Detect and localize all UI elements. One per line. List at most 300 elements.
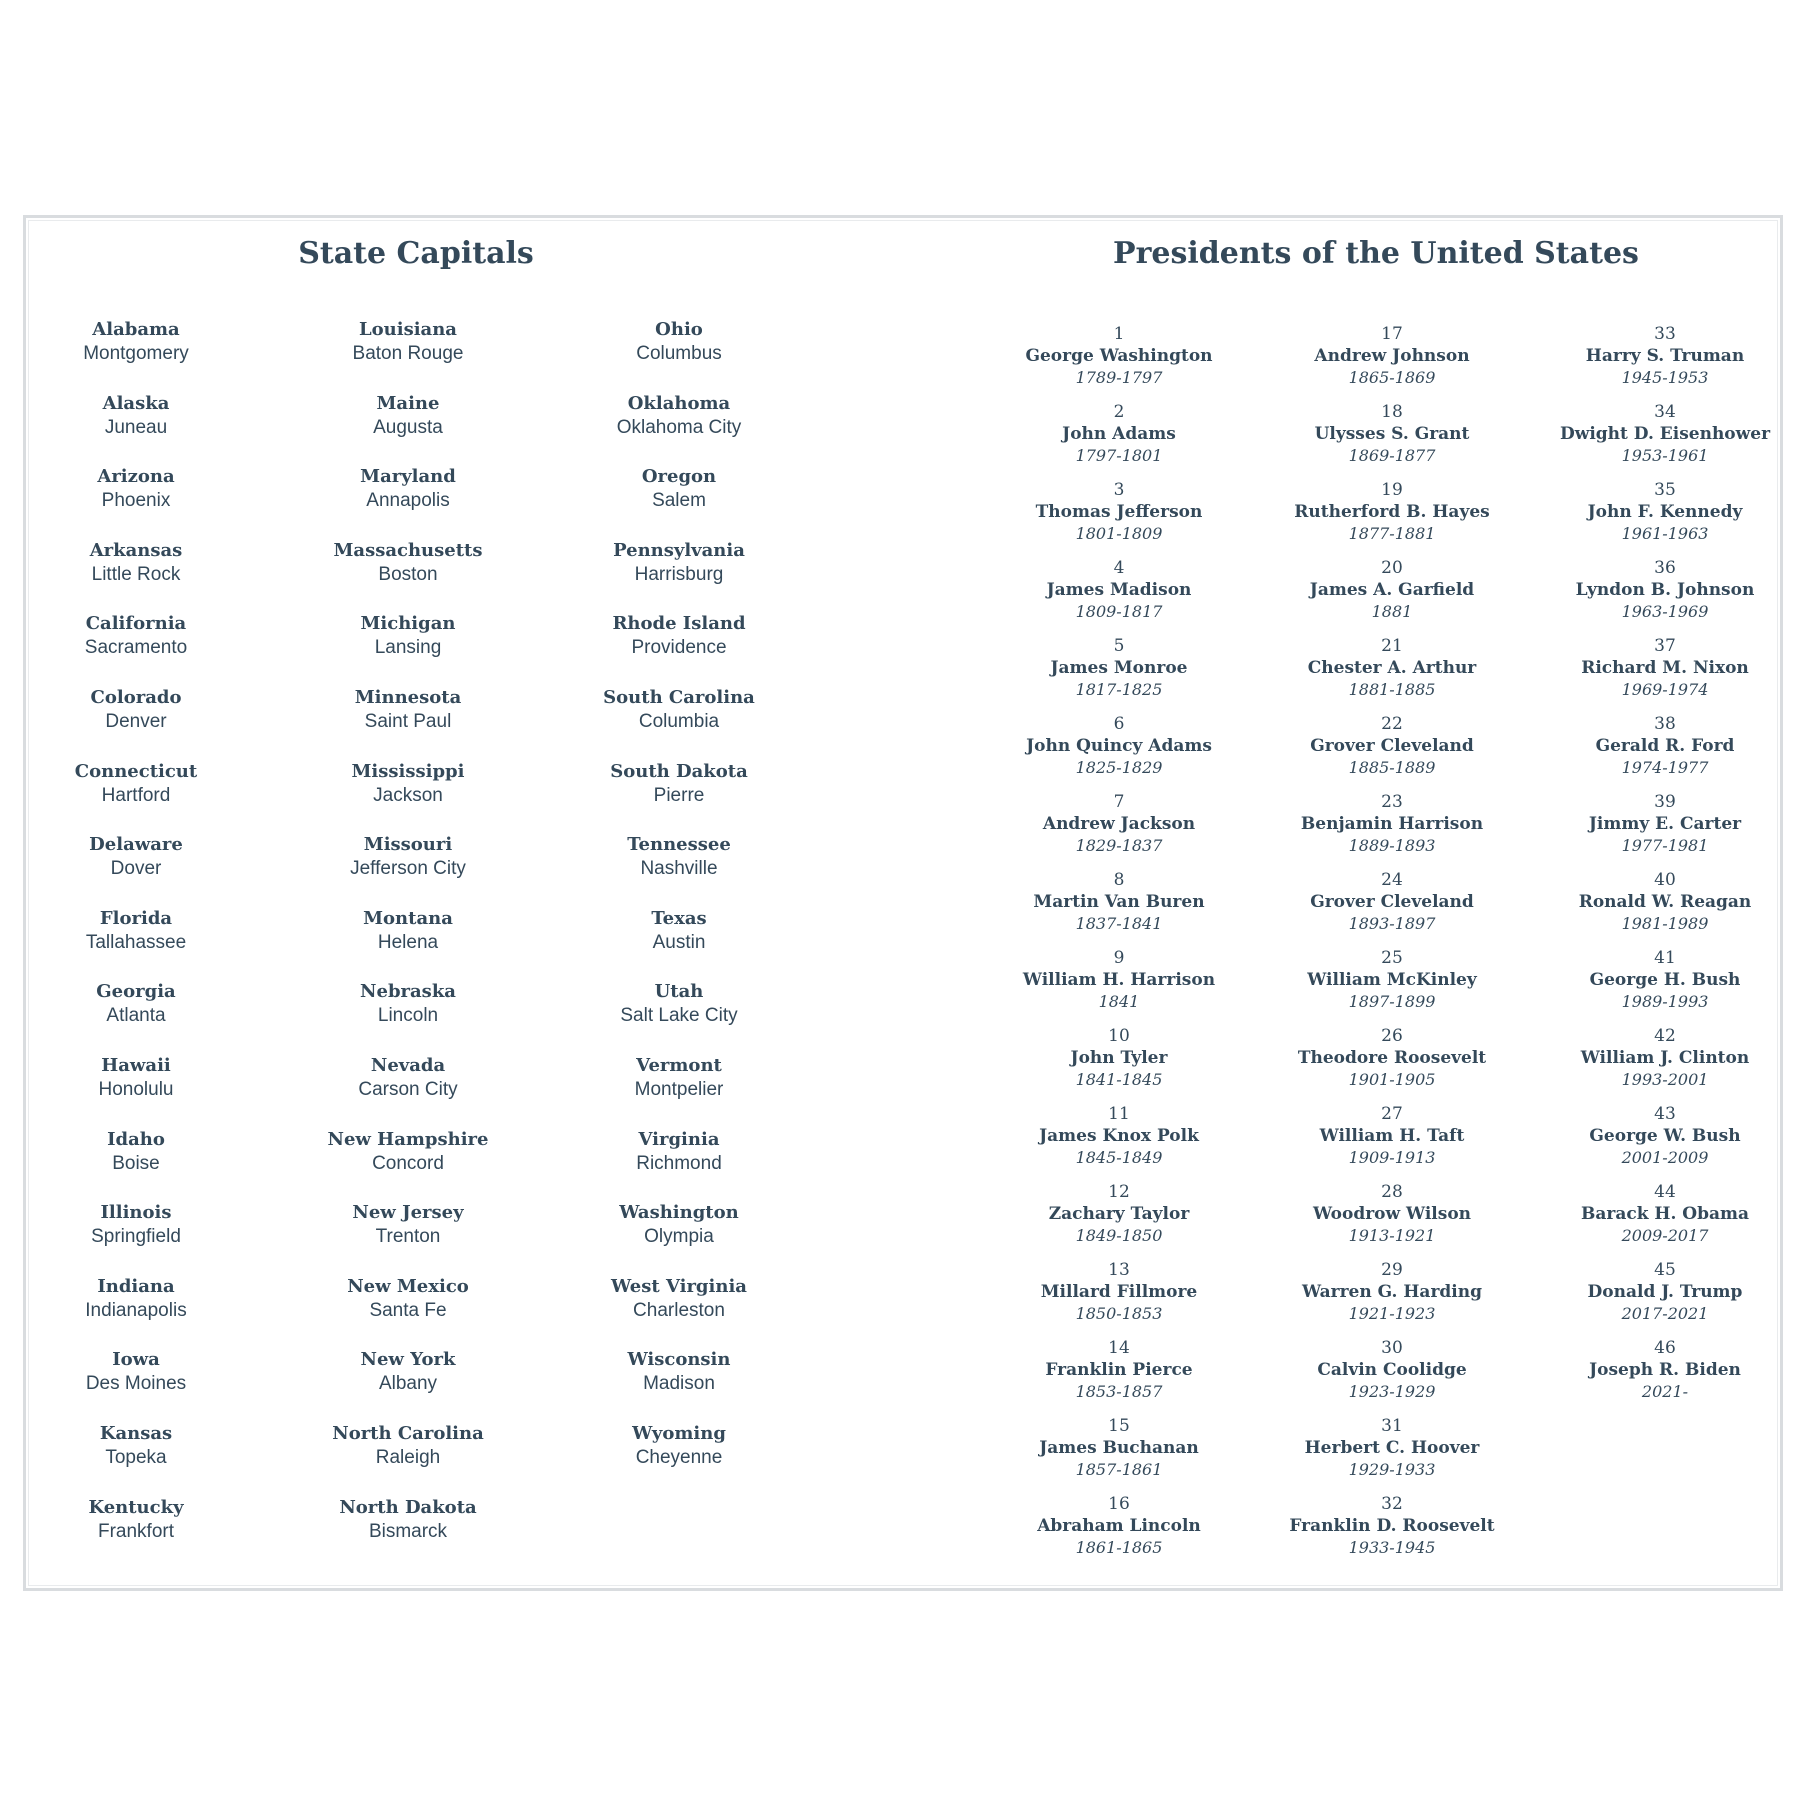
- president-term-years: 1849-1850: [1075, 1226, 1163, 1245]
- state-name: Texas: [651, 907, 707, 929]
- capital-name: Jefferson City: [350, 858, 466, 880]
- president-number: 13: [1108, 1260, 1130, 1280]
- state-name: Wisconsin: [627, 1349, 731, 1371]
- presidents-column-2: [1277, 323, 1507, 1571]
- president-term-years: 1993-2001: [1621, 1070, 1709, 1089]
- capital-name: Montpelier: [634, 1078, 724, 1100]
- president-entry: [1298, 1025, 1486, 1103]
- president-number: 42: [1654, 1026, 1676, 1046]
- state-name: Massachusetts: [333, 539, 483, 561]
- state-name: Alaska: [102, 392, 170, 414]
- president-number: 1: [1113, 324, 1125, 344]
- state-capital-entry: [333, 539, 482, 613]
- president-term-years: 1865-1869: [1348, 368, 1436, 387]
- president-name: Richard M. Nixon: [1581, 658, 1749, 678]
- president-number: 43: [1654, 1104, 1676, 1124]
- capital-name: Saint Paul: [364, 710, 452, 732]
- president-name: Herbert C. Hoover: [1304, 1438, 1480, 1458]
- state-name: West Virginia: [611, 1275, 747, 1297]
- state-capital-entry: [373, 392, 443, 466]
- state-name: Colorado: [90, 686, 182, 708]
- state-capital-entry: [610, 760, 748, 834]
- state-capital-entry: [360, 980, 456, 1054]
- state-capital-entry: [107, 1128, 165, 1202]
- president-number: 15: [1108, 1416, 1130, 1436]
- president-entry: [1315, 401, 1470, 479]
- president-term-years: 1881: [1371, 602, 1413, 621]
- president-entry: [1314, 323, 1469, 401]
- president-number: 30: [1381, 1338, 1403, 1358]
- state-capital-entry: [347, 1275, 469, 1349]
- president-term-years: 1889-1893: [1348, 836, 1436, 855]
- state-name: Arkansas: [89, 539, 183, 561]
- president-term-years: 1789-1797: [1075, 368, 1163, 387]
- capital-name: Cheyenne: [635, 1446, 723, 1468]
- state-capital-entry: [91, 686, 182, 760]
- president-number: 26: [1381, 1026, 1403, 1046]
- state-name: Washington: [619, 1202, 739, 1224]
- capital-name: Juneau: [104, 416, 168, 438]
- president-name: Abraham Lincoln: [1037, 1516, 1201, 1536]
- president-number: 9: [1113, 948, 1125, 968]
- president-number: 10: [1108, 1026, 1130, 1046]
- president-name: John Adams: [1062, 424, 1176, 444]
- state-capital-entry: [363, 907, 453, 981]
- president-name: Franklin D. Roosevelt: [1289, 1516, 1495, 1536]
- president-term-years: 1797-1801: [1075, 446, 1163, 465]
- president-term-years: 2021-: [1641, 1382, 1689, 1401]
- state-name: Georgia: [96, 981, 176, 1003]
- president-number: 38: [1654, 714, 1676, 734]
- state-capital-entry: [611, 1275, 747, 1349]
- president-name: Thomas Jefferson: [1035, 502, 1203, 522]
- president-name: Theodore Roosevelt: [1297, 1048, 1487, 1068]
- president-name: James Knox Polk: [1039, 1126, 1199, 1146]
- president-entry: [1589, 1337, 1741, 1415]
- state-name: Kentucky: [88, 1496, 184, 1518]
- state-name: Alabama: [92, 319, 180, 340]
- president-name: James Buchanan: [1039, 1438, 1199, 1458]
- state-name: Minnesota: [354, 686, 462, 708]
- president-number: 8: [1113, 870, 1125, 890]
- state-capital-entry: [90, 539, 183, 613]
- president-entry: [1026, 713, 1212, 791]
- president-entry: [1307, 947, 1476, 1025]
- president-number: 16: [1108, 1494, 1130, 1514]
- president-entry: [1051, 635, 1188, 713]
- president-term-years: 2017-2021: [1621, 1304, 1709, 1323]
- state-capital-entry: [361, 612, 456, 686]
- president-entry: [1294, 479, 1489, 557]
- state-name: Delaware: [89, 834, 183, 856]
- president-number: 18: [1381, 402, 1403, 422]
- president-name: William McKinley: [1307, 970, 1477, 990]
- state-capital-entry: [339, 1496, 476, 1570]
- state-name: Nevada: [370, 1054, 446, 1076]
- state-name: New Hampshire: [327, 1128, 489, 1150]
- president-number: 34: [1654, 402, 1676, 422]
- capital-name: Des Moines: [85, 1373, 187, 1395]
- president-entry: [1581, 1025, 1749, 1103]
- capital-name: Salem: [652, 490, 706, 512]
- president-entry: [1560, 401, 1770, 479]
- president-entry: [1320, 1103, 1465, 1181]
- capital-name: Tallahassee: [85, 931, 187, 953]
- president-number: 39: [1654, 792, 1676, 812]
- president-term-years: 1929-1933: [1348, 1460, 1436, 1479]
- state-name: Idaho: [107, 1128, 165, 1150]
- president-name: Dwight D. Eisenhower: [1559, 424, 1771, 444]
- president-number: 22: [1381, 714, 1403, 734]
- state-name: New York: [360, 1349, 456, 1371]
- president-name: John Tyler: [1070, 1048, 1168, 1068]
- president-number: 14: [1108, 1338, 1130, 1358]
- president-term-years: 1850-1853: [1075, 1304, 1163, 1323]
- president-name: John F. Kennedy: [1587, 502, 1743, 522]
- capital-name: Harrisburg: [634, 563, 724, 585]
- capital-name: Olympia: [644, 1226, 714, 1248]
- state-name: Indiana: [97, 1275, 175, 1297]
- state-name: Louisiana: [359, 319, 457, 340]
- state-name: Montana: [363, 907, 453, 929]
- capital-name: Dover: [110, 858, 162, 880]
- president-number: 27: [1381, 1104, 1403, 1124]
- president-number: 21: [1381, 636, 1403, 656]
- president-term-years: 1989-1993: [1621, 992, 1709, 1011]
- state-name: Virginia: [638, 1128, 720, 1150]
- president-number: 33: [1654, 324, 1676, 344]
- president-name: William J. Clinton: [1580, 1048, 1750, 1068]
- president-term-years: 1869-1877: [1348, 446, 1436, 465]
- president-name: Rutherford B. Hayes: [1294, 502, 1490, 522]
- state-capital-entry: [358, 1054, 457, 1128]
- president-term-years: 1809-1817: [1075, 602, 1163, 621]
- capital-name: Helena: [377, 931, 439, 953]
- president-term-years: 1977-1981: [1621, 836, 1709, 855]
- president-entry: [1049, 1181, 1190, 1259]
- president-name: Barack H. Obama: [1580, 1204, 1750, 1224]
- state-name: Rhode Island: [612, 613, 746, 635]
- president-term-years: 1961-1963: [1621, 524, 1709, 543]
- state-capital-entry: [91, 1201, 181, 1275]
- president-entry: [1313, 1181, 1471, 1259]
- presidents-title: Presidents of the United States: [1113, 236, 1639, 271]
- state-capital-entry: [642, 465, 716, 539]
- president-term-years: 1885-1889: [1348, 758, 1436, 777]
- state-name: California: [85, 613, 187, 635]
- capital-name: Providence: [631, 637, 727, 659]
- president-entry: [1301, 791, 1483, 869]
- state-capital-entry: [86, 1348, 186, 1422]
- president-term-years: 1969-1974: [1621, 680, 1709, 699]
- president-entry: [1589, 791, 1741, 869]
- president-number: 20: [1381, 558, 1403, 578]
- state-capital-entry: [628, 1348, 731, 1422]
- capital-name: Charleston: [633, 1299, 725, 1321]
- state-name: Iowa: [112, 1349, 160, 1371]
- president-entry: [1047, 557, 1192, 635]
- president-number: 2: [1113, 402, 1125, 422]
- state-capital-entry: [612, 612, 745, 686]
- president-entry: [1289, 1493, 1494, 1571]
- president-term-years: 1817-1825: [1075, 680, 1163, 699]
- state-capital-entry: [89, 833, 183, 907]
- capital-name: Boise: [112, 1152, 160, 1174]
- president-number: 6: [1113, 714, 1125, 734]
- capital-name: Montgomery: [83, 343, 189, 364]
- state-name: South Dakota: [610, 760, 748, 782]
- capital-name: Sacramento: [84, 637, 188, 659]
- state-capital-entry: [100, 1422, 172, 1496]
- presidents-column-3: [1550, 323, 1780, 1415]
- president-entry: [1062, 401, 1176, 479]
- president-number: 29: [1381, 1260, 1403, 1280]
- president-entry: [1039, 1103, 1199, 1181]
- capital-name: Baton Rouge: [352, 343, 464, 364]
- president-term-years: 1857-1861: [1075, 1460, 1163, 1479]
- president-number: 12: [1108, 1182, 1130, 1202]
- president-entry: [1310, 713, 1474, 791]
- capital-name: Columbus: [636, 343, 722, 364]
- president-number: 23: [1381, 792, 1403, 812]
- state-capital-entry: [332, 1422, 484, 1496]
- state-name: Missouri: [363, 834, 453, 856]
- presidents-column-1: [1004, 323, 1234, 1571]
- state-name: New Mexico: [347, 1275, 469, 1297]
- president-entry: [1308, 635, 1477, 713]
- state-capital-entry: [619, 1201, 738, 1275]
- president-number: 32: [1381, 1494, 1403, 1514]
- president-name: Millard Fillmore: [1040, 1282, 1198, 1302]
- state-capital-entry: [632, 1422, 726, 1496]
- president-term-years: 1801-1809: [1075, 524, 1163, 543]
- president-term-years: 1897-1899: [1348, 992, 1436, 1011]
- state-capital-entry: [88, 1496, 183, 1570]
- president-term-years: 1901-1905: [1348, 1070, 1436, 1089]
- president-term-years: 1909-1913: [1348, 1148, 1436, 1167]
- president-name: Woodrow Wilson: [1312, 1204, 1472, 1224]
- president-entry: [1033, 869, 1204, 947]
- state-name: Tennessee: [627, 834, 731, 856]
- president-entry: [1305, 1415, 1480, 1493]
- capital-name: Nashville: [640, 858, 718, 880]
- president-entry: [1588, 1259, 1743, 1337]
- president-entry: [1302, 1259, 1482, 1337]
- state-capital-entry: [627, 833, 731, 907]
- capital-name: Raleigh: [375, 1446, 441, 1468]
- president-term-years: 1913-1921: [1348, 1226, 1436, 1245]
- state-capital-entry: [636, 318, 722, 392]
- state-name: Oregon: [641, 466, 717, 488]
- president-name: Ronald W. Reagan: [1578, 892, 1752, 912]
- president-name: Jimmy E. Carter: [1588, 814, 1742, 834]
- state-capitals-title: State Capitals: [298, 236, 534, 271]
- president-entry: [1579, 869, 1752, 947]
- state-capital-entry: [353, 318, 464, 392]
- president-name: Calvin Coolidge: [1317, 1360, 1467, 1380]
- president-term-years: 1845-1849: [1075, 1148, 1163, 1167]
- president-entry: [1581, 635, 1749, 713]
- president-entry: [1023, 947, 1215, 1025]
- president-number: 35: [1654, 480, 1676, 500]
- president-term-years: 1841: [1098, 992, 1140, 1011]
- state-capital-entry: [97, 465, 174, 539]
- president-term-years: 1893-1897: [1348, 914, 1436, 933]
- capital-name: Albany: [378, 1373, 438, 1395]
- president-entry: [1576, 557, 1755, 635]
- capital-name: Oklahoma City: [616, 416, 742, 438]
- president-name: Martin Van Buren: [1033, 892, 1205, 912]
- state-capital-entry: [85, 612, 187, 686]
- president-name: Lyndon B. Johnson: [1575, 580, 1755, 600]
- state-capital-entry: [352, 1201, 463, 1275]
- president-name: Ulysses S. Grant: [1314, 424, 1470, 444]
- president-entry: [1045, 1337, 1192, 1415]
- state-name: Illinois: [100, 1202, 172, 1224]
- capital-name: Honolulu: [98, 1078, 174, 1100]
- capital-name: Annapolis: [366, 490, 450, 512]
- president-name: William H. Harrison: [1022, 970, 1216, 990]
- state-capital-entry: [613, 539, 745, 613]
- capital-name: Topeka: [105, 1446, 167, 1468]
- state-capital-entry: [99, 1054, 174, 1128]
- president-entry: [1589, 1103, 1740, 1181]
- president-name: John Quincy Adams: [1026, 736, 1212, 756]
- president-term-years: 2009-2017: [1621, 1226, 1709, 1245]
- president-name: George W. Bush: [1589, 1126, 1741, 1146]
- state-name: Hawaii: [101, 1054, 171, 1076]
- capital-name: Carson City: [358, 1078, 458, 1100]
- president-entry: [1039, 1415, 1199, 1493]
- president-name: Grover Cleveland: [1310, 892, 1474, 912]
- president-number: 45: [1654, 1260, 1676, 1280]
- president-entry: [1596, 713, 1735, 791]
- president-entry: [1590, 947, 1741, 1025]
- president-name: George H. Bush: [1589, 970, 1741, 990]
- president-number: 37: [1654, 636, 1676, 656]
- state-capital-entry: [617, 392, 742, 466]
- president-name: Gerald R. Ford: [1595, 736, 1735, 756]
- president-term-years: 1829-1837: [1075, 836, 1163, 855]
- state-capital-entry: [83, 318, 189, 392]
- state-capital-entry: [96, 980, 175, 1054]
- capital-name: Indianapolis: [85, 1299, 187, 1321]
- president-number: 4: [1113, 558, 1125, 578]
- state-capitals-column-2: [298, 318, 518, 1569]
- president-entry: [1310, 557, 1474, 635]
- president-number: 7: [1113, 792, 1125, 812]
- president-name: Zachary Taylor: [1048, 1204, 1190, 1224]
- president-name: James Monroe: [1050, 658, 1188, 678]
- president-entry: [1043, 791, 1195, 869]
- president-name: Benjamin Harrison: [1300, 814, 1484, 834]
- president-term-years: 2001-2009: [1621, 1148, 1709, 1167]
- state-name: Maryland: [360, 466, 456, 488]
- state-capital-entry: [361, 1348, 456, 1422]
- capital-name: Richmond: [636, 1152, 722, 1174]
- state-capitals-column-1: [26, 318, 246, 1569]
- president-number: 31: [1381, 1416, 1403, 1436]
- state-capital-entry: [355, 686, 462, 760]
- capital-name: Hartford: [101, 784, 171, 806]
- president-number: 24: [1381, 870, 1403, 890]
- president-number: 28: [1381, 1182, 1403, 1202]
- president-entry: [1586, 323, 1744, 401]
- capital-name: Lincoln: [377, 1005, 439, 1027]
- state-capital-entry: [103, 392, 170, 466]
- state-name: Kansas: [99, 1422, 173, 1444]
- state-name: Utah: [654, 981, 704, 1003]
- reference-page: [23, 215, 1783, 1591]
- capital-name: Austin: [652, 931, 706, 953]
- state-capital-entry: [352, 760, 465, 834]
- president-number: 17: [1381, 324, 1403, 344]
- president-term-years: 1921-1923: [1348, 1304, 1436, 1323]
- president-term-years: 1853-1857: [1075, 1382, 1163, 1401]
- state-name: Nebraska: [360, 981, 456, 1003]
- president-name: Harry S. Truman: [1585, 346, 1745, 366]
- president-name: Donald J. Trump: [1587, 1282, 1743, 1302]
- capital-name: Salt Lake City: [620, 1005, 738, 1027]
- state-capitals-column-3: [569, 318, 789, 1496]
- president-number: 19: [1381, 480, 1403, 500]
- president-term-years: 1881-1885: [1348, 680, 1436, 699]
- president-number: 44: [1654, 1182, 1676, 1202]
- capital-name: Concord: [372, 1152, 444, 1174]
- capital-name: Augusta: [373, 416, 443, 438]
- president-term-years: 1981-1989: [1621, 914, 1709, 933]
- state-name: Ohio: [655, 319, 703, 340]
- president-name: George Washington: [1025, 346, 1213, 366]
- president-number: 46: [1654, 1338, 1676, 1358]
- president-name: Franklin Pierce: [1045, 1360, 1193, 1380]
- president-term-years: 1953-1961: [1621, 446, 1709, 465]
- president-term-years: 1877-1881: [1348, 524, 1436, 543]
- president-name: Grover Cleveland: [1310, 736, 1474, 756]
- state-name: New Jersey: [352, 1202, 464, 1224]
- president-term-years: 1933-1945: [1348, 1538, 1436, 1557]
- capital-name: Denver: [105, 710, 167, 732]
- capital-name: Frankfort: [97, 1520, 175, 1542]
- president-entry: [1036, 479, 1203, 557]
- capital-name: Boston: [378, 563, 438, 585]
- capital-name: Atlanta: [106, 1005, 166, 1027]
- president-entry: [1588, 479, 1743, 557]
- president-entry: [1310, 869, 1474, 947]
- president-term-years: 1841-1845: [1075, 1070, 1163, 1089]
- president-term-years: 1837-1841: [1075, 914, 1163, 933]
- state-capital-entry: [85, 1275, 186, 1349]
- state-name: Wyoming: [632, 1422, 726, 1444]
- capital-name: Phoenix: [101, 490, 171, 512]
- president-name: Andrew Johnson: [1314, 346, 1470, 366]
- state-capital-entry: [350, 833, 466, 907]
- state-name: Connecticut: [74, 760, 198, 782]
- president-number: 11: [1108, 1104, 1130, 1124]
- capital-name: Bismarck: [368, 1520, 448, 1542]
- president-number: 5: [1113, 636, 1125, 656]
- president-entry: [1071, 1025, 1168, 1103]
- state-name: Mississippi: [351, 760, 465, 782]
- state-name: Arizona: [97, 466, 175, 488]
- capital-name: Santa Fe: [369, 1299, 447, 1321]
- president-term-years: 1974-1977: [1621, 758, 1709, 777]
- state-name: North Dakota: [339, 1496, 477, 1518]
- president-entry: [1581, 1181, 1749, 1259]
- president-entry: [1025, 323, 1212, 401]
- president-term-years: 1861-1865: [1075, 1538, 1163, 1557]
- president-name: James Madison: [1046, 580, 1192, 600]
